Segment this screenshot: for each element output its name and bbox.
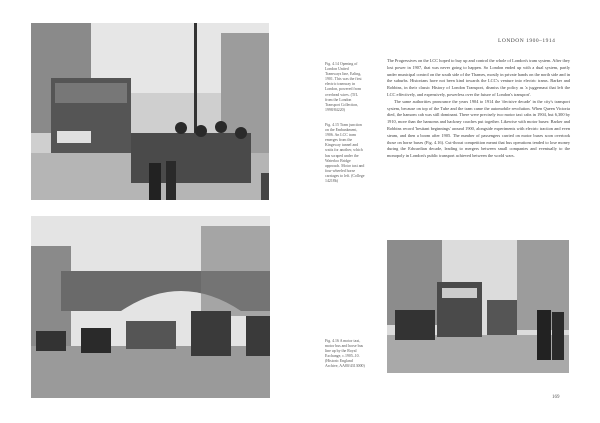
caption-fig-4-15: Fig. 4.15 Tram junction on the Embankment, 1906. An LCC tram emerges from the Kingsway tunnel and waits for another, which has scraped under the Waterloo Bridge approach. Motor taxi and four-wheeled horse carriages to left. (College 14218b) <box>325 123 365 184</box>
caption-fig-4-14: Fig. 4.14 Opening of London United Tramways line, Ealing, 1901. This was the first electric tramway in London, powered from overhead wires. (TfL from the London Transport Collection, 1998/84220) <box>325 62 362 112</box>
paragraph: The same authorities pronounce the years 1904 to 1914 the 'decisive decade' in the city's transport system, because on top of the Tube and the tram came the automobile revolution. When Queen Victoria died, the hansom cab was still dominant. There were precisely two motor taxi cabs in 1904, but 6,300 by 1910, more than the hansoms and hackney coaches put together. Likewise with motor buses: Barker and Robbins record 'hesitant beginnings' around 1900, alongside experiments with electric traction and even steam, and then a boom after 1905. The number of passengers carried on motor buses soon overtook those on horse buses (Fig. 4.16). Cut-throat competition meant that bus operations tended to lose money during the Edwardian decade, leading to mergers between small companies and eventually to the monopoly in London's public transport achieved between the world wars. <box>387 98 570 159</box>
body-text <box>387 58 570 160</box>
caption-fig-4-16: Fig. 4.16 A motor taxi, motor bus and horse bus line up by the Royal Exchange, c.1905–10. (Historic England Archive, AA80/4313000) <box>325 339 365 369</box>
running-head: LONDON 1900–1914 <box>498 38 556 44</box>
photo-embankment-junction <box>31 216 270 398</box>
photo-royal-exchange-buses <box>387 240 569 373</box>
page-number: 169 <box>552 395 560 400</box>
paragraph: The Progressives on the LCC hoped to buy up and control the whole of London's tram system. After they lost power in 1907, that was never going to happen. So London ended up with a dual system, partly under municipal control on the south side of the Thames, mostly in private hands on the north side and in the suburbs. Historians have not been kind towards the LCC's venture into electric trams. Barker and Robbins, in their classic History of London Transport, dismiss the policy as 'a juggernaut that left the LCC effectively, and expensively, powerless over the future of London's transport'. <box>387 58 570 97</box>
photo-tram-ealing <box>31 23 269 200</box>
